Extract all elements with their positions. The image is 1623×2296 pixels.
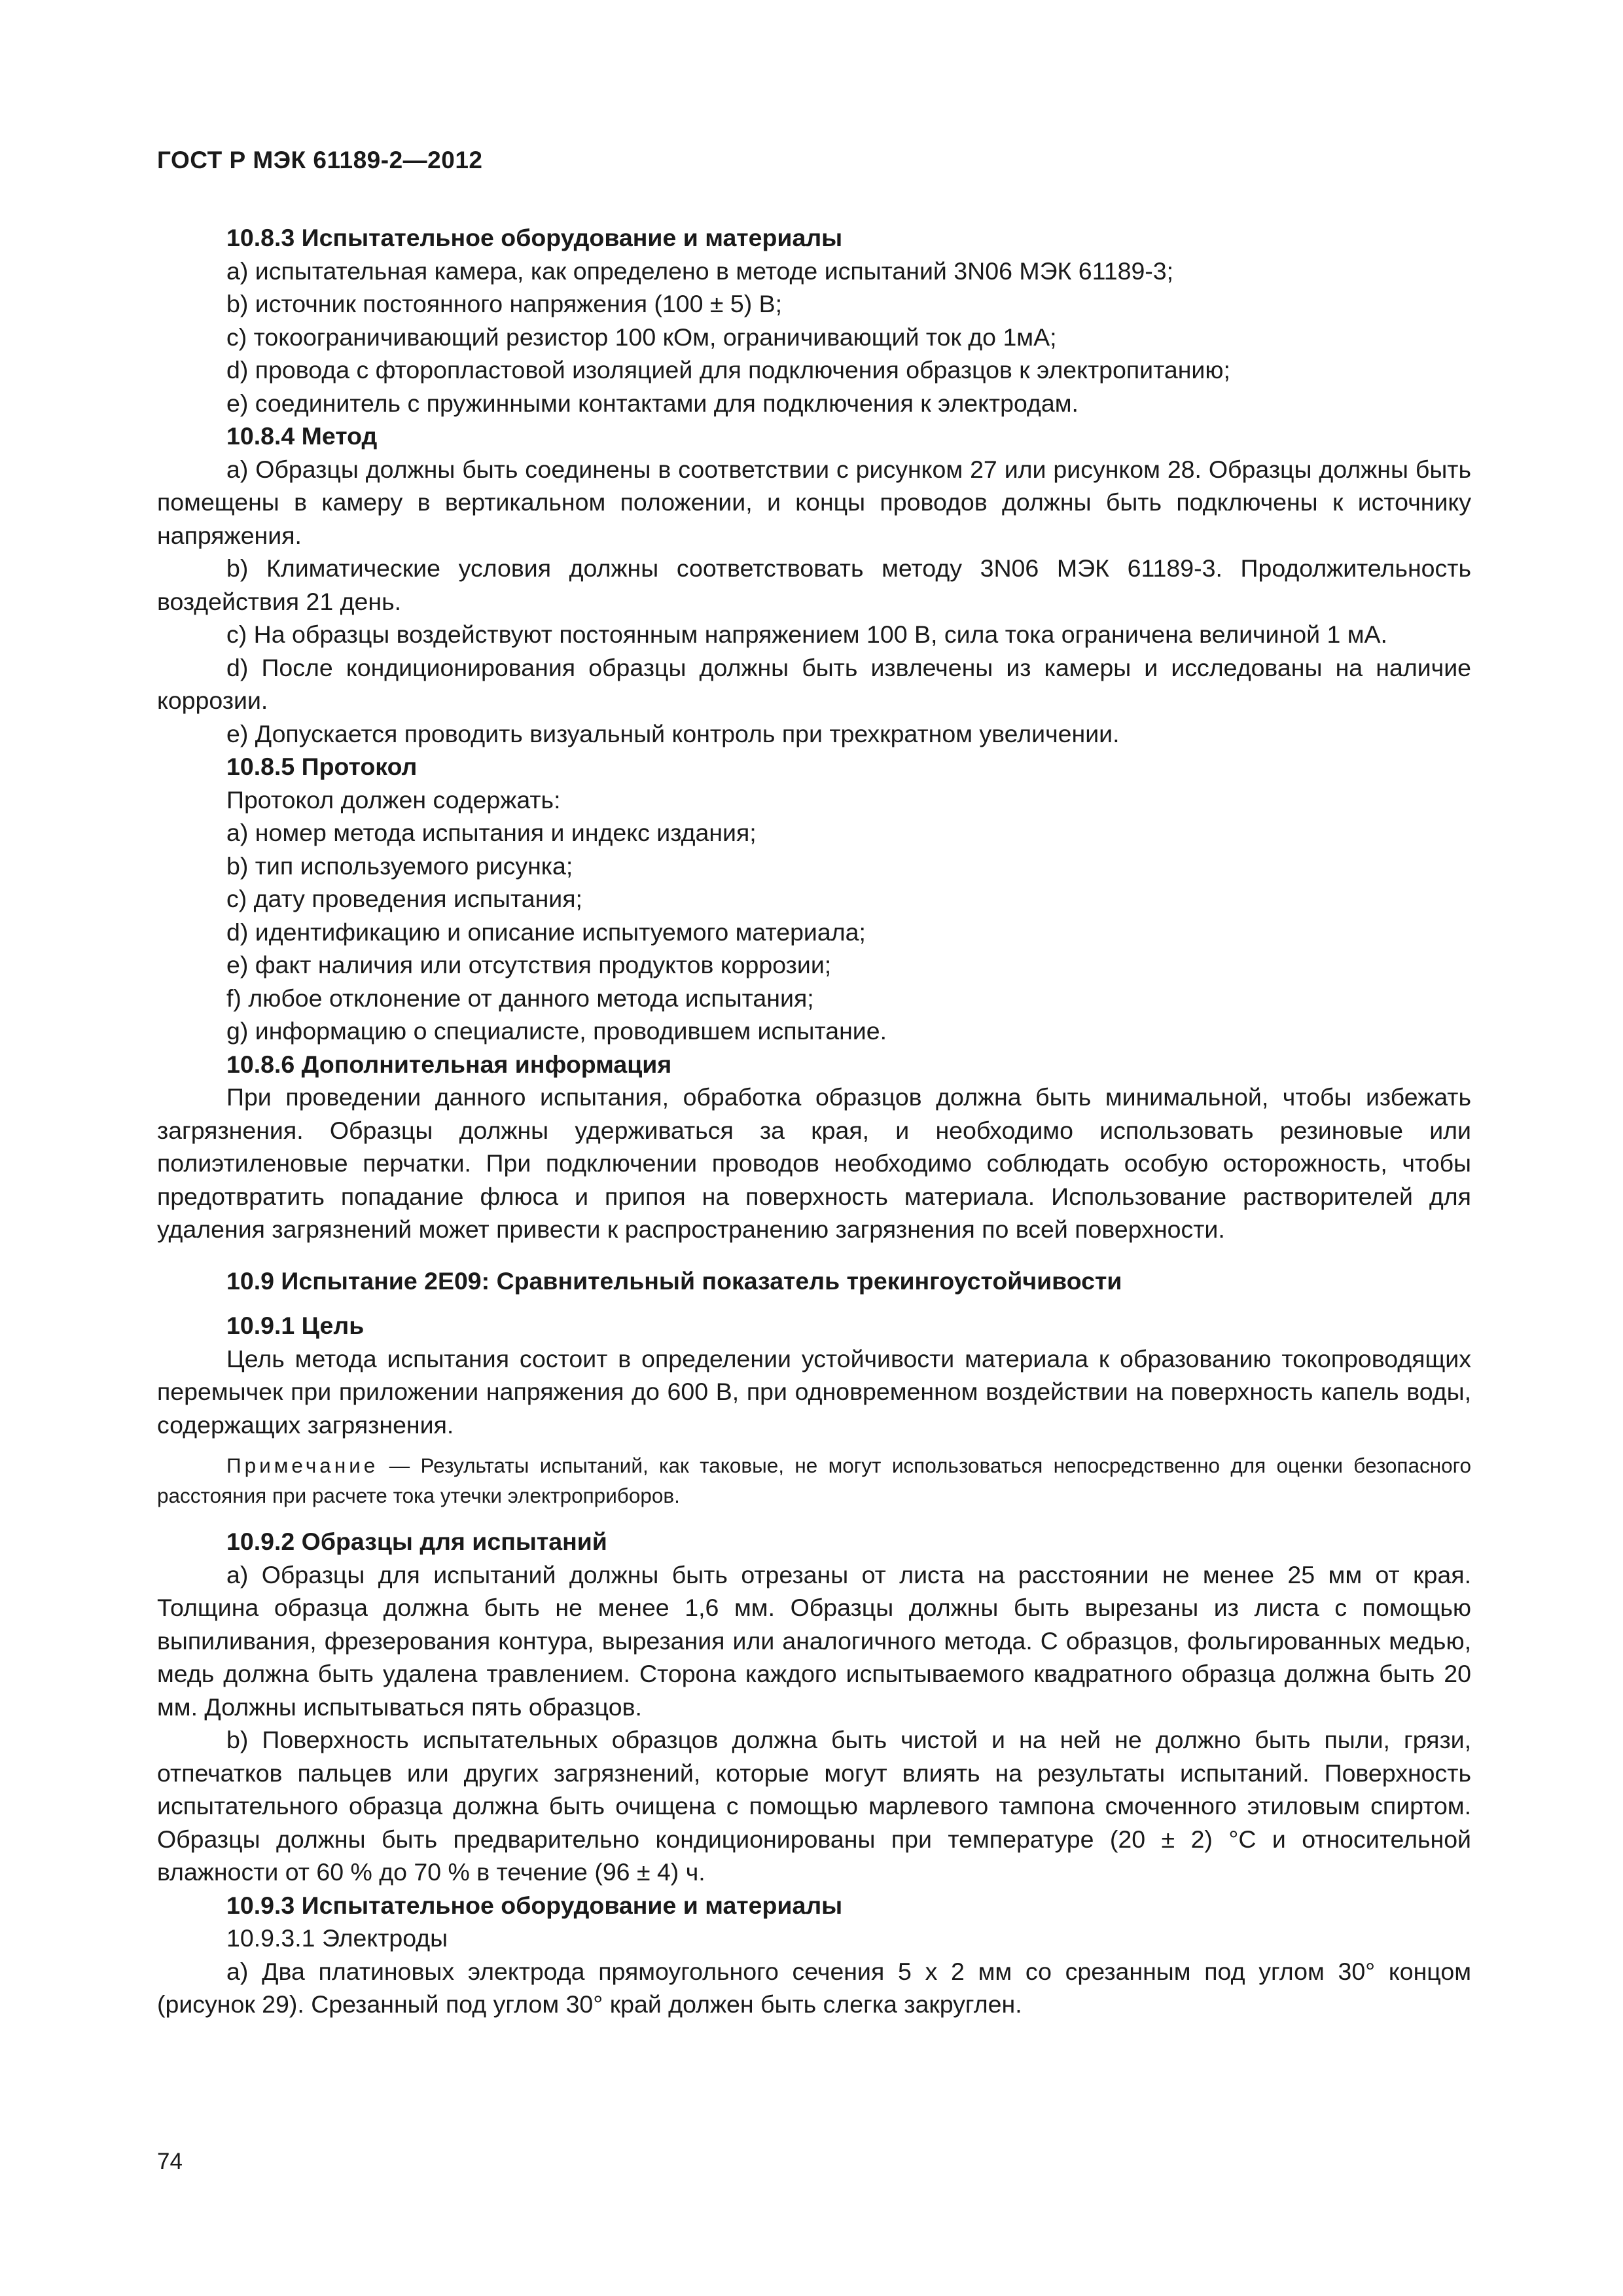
section-10-8-3-title: 10.8.3 Испытательное оборудование и материалы [226, 224, 843, 251]
section-10-8-5-item-d: d) идентификацию и описание испытуемого материала; [226, 918, 866, 946]
section-10-9-title: 10.9 Испытание 2E09: Сравнительный показатель трекингоустойчивости [226, 1266, 1122, 1295]
document-body [157, 221, 1471, 2021]
note-paragraph [157, 1450, 1471, 1511]
note-label: Примечание [226, 1454, 379, 1477]
section-10-9-3-title: 10.9.3 Испытательное оборудование и материалы [226, 1891, 843, 1919]
section-10-8-4-item-d: d) После кондиционирования образцы должны быть извлечены из камеры и исследованы на наличие коррозии. [157, 653, 1471, 714]
section-10-8-5-title: 10.8.5 Протокол [226, 753, 418, 780]
section-10-8-5-item-c: c) дату проведения испытания; [226, 885, 582, 912]
section-10-9-3-1-text: a) Два платиновых электрода прямоугольного сечения 5 х 2 мм со срезанным под углом 30° концом (рисунок 29). Срезанный под углом 30° край должен быть слегка закруглен. [157, 1957, 1471, 2018]
page-number: 74 [157, 2149, 183, 2174]
section-10-8-5-intro: Протокол должен содержать: [226, 785, 561, 814]
section-10-8-3-item-d: d) провода с фторопластовой изоляцией для подключения образцов к электропитанию; [226, 356, 1230, 384]
section-10-8-4-item-e: e) Допускается проводить визуальный контроль при трехкратном увеличении. [226, 719, 1120, 747]
section-10-9-1-text: Цель метода испытания состоит в определении устойчивости материала к образованию токопроводящих перемычек при приложении напряжения до 600 В, при одновременном воздействии на поверхность капель воды, содержащих загрязнения. [157, 1344, 1471, 1439]
document-header: ГОСТ Р МЭК 61189-2—2012 [157, 147, 483, 173]
section-10-8-3-item-b: b) источник постоянного напряжения (100 ± 5) В; [226, 290, 783, 317]
section-10-8-6-title: 10.8.6 Дополнительная информация [226, 1050, 672, 1078]
section-10-8-5-item-a: a) номер метода испытания и индекс издания; [226, 819, 757, 846]
section-10-9-3-1-title: 10.9.3.1 Электроды [226, 1924, 448, 1952]
note-text: — Результаты испытаний, как таковые, не могут использоваться непосредственно для оценки безопасного расстояния при расчете тока утечки электроприборов. [157, 1454, 1471, 1507]
section-10-8-4-item-b: b) Климатические условия должны соответствовать методу 3N06 МЭК 61189-3. Продолжительность воздействия 21 день. [157, 554, 1471, 615]
section-10-8-5-item-g: g) информацию о специалисте, проводившем испытание. [226, 1017, 887, 1045]
section-10-9-2-title: 10.9.2 Образцы для испытаний [226, 1528, 607, 1555]
section-10-8-3-item-e: e) соединитель с пружинными контактами для подключения к электродам. [226, 389, 1079, 417]
section-10-8-5-item-f: f) любое отклонение от данного метода испытания; [226, 984, 814, 1012]
section-10-8-6-text: При проведении данного испытания, обработка образцов должна быть минимальной, чтобы избежать загрязнения. Образцы должны удерживаться за края, и необходимо использовать резиновые или полиэтиленовые перчатки. При подключении проводов необходимо соблюдать особую осторожность, чтобы предотвратить попадание флюса и припоя на поверхность материала. Использование растворителей для удаления загрязнений может привести к распространению загрязнения по всей поверхности. [157, 1083, 1471, 1243]
section-10-8-3-item-a: a) испытательная камера, как определено в методе испытаний 3N06 МЭК 61189-3; [226, 257, 1174, 285]
section-10-8-4-title: 10.8.4 Метод [226, 422, 378, 450]
section-10-8-5-item-b: b) тип используемого рисунка; [226, 852, 573, 880]
section-10-8-4-item-a: a) Образцы должны быть соединены в соответствии с рисунком 27 или рисунком 28. Образцы должны быть помещены в камеру в вертикальном положении, и концы проводов должны быть подключены к источнику напряжения. [157, 455, 1471, 549]
section-10-8-5-item-e: e) факт наличия или отсутствия продуктов коррозии; [226, 951, 832, 978]
section-10-8-3-item-c: c) токоограничивающий резистор 100 кОм, ограничивающий ток до 1мА; [226, 323, 1057, 351]
section-10-9-2-item-a: a) Образцы для испытаний должны быть отрезаны от листа на расстоянии не менее 25 мм от края. Толщина образца должна быть не менее 1,6 мм. Образцы должны быть вырезаны из листа с помощью выпиливания, фрезерования контура, вырезания или аналогичного метода. С образцов, фольгированных медью, медь должна быть удалена травлением. Сторона каждого испытываемого квадратного образца должна быть 20 мм. Должны испытываться пять образцов. [157, 1560, 1471, 1721]
section-10-8-4-item-c: c) На образцы воздействуют постоянным напряжением 100 В, сила тока ограничена величиной 1 мА. [226, 620, 1387, 648]
section-10-9-2-item-b: b) Поверхность испытательных образцов должна быть чистой и на ней не должно быть пыли, грязи, отпечатков пальцев или других загрязнений, которые могут влиять на результаты испытаний. Поверхность испытательного образца должна быть очищена с помощью марлевого тампона смоченного этиловым спиртом. Образцы должны быть предварительно кондиционированы при температуре (20 ± 2) °С и относительной влажности от 60 % до 70 % в течение (96 ± 4) ч. [157, 1726, 1471, 1886]
section-10-9-1-title: 10.9.1 Цель [226, 1312, 365, 1339]
